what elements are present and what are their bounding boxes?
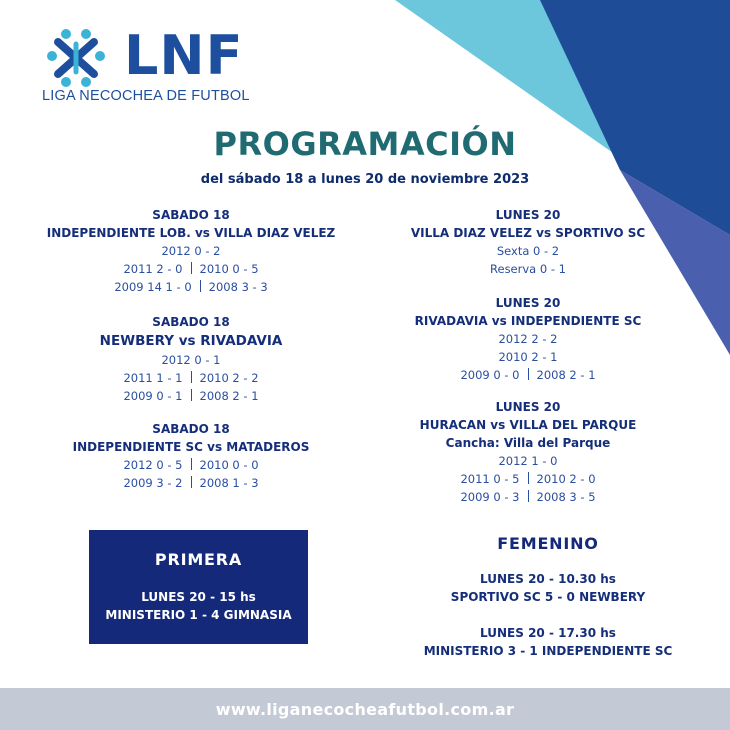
result-line [41,387,341,405]
match-day: LUNES 20 [495,296,561,310]
match-teams: VILLA DIAZ VELEZ vs SPORTIVO SC [410,226,646,240]
result-line [41,369,341,387]
result-value: 2008 1 - 3 [199,476,259,490]
result-line [378,488,678,506]
match-day: SABADO 18 [152,422,230,436]
separator [191,262,192,274]
result-line [378,330,678,348]
separator [191,458,192,470]
result-value: 2012 0 - 2 [161,244,221,258]
result-value: 2009 3 - 2 [123,476,183,490]
femenino-match-1-time: LUNES 20 - 10.30 hs [480,572,616,586]
result-value: Sexta 0 - 2 [496,244,560,258]
separator [528,368,529,380]
lnf-logo-icon [44,26,108,90]
separator [528,490,529,502]
logo-wordmark: LNF [124,24,244,87]
primera-box [89,530,308,644]
result-line [41,260,341,278]
result-value: 2011 0 - 5 [460,472,520,486]
femenino-match-2-result: MINISTERIO 3 - 1 INDEPENDIENTE SC [423,644,673,658]
result-value: 2010 2 - 0 [536,472,596,486]
match-block [41,420,341,492]
result-value: 2011 1 - 1 [123,371,183,385]
footer-bar [0,688,730,730]
match-venue: Cancha: Villa del Parque [445,436,611,450]
match-day: SABADO 18 [152,315,230,329]
result-line [41,351,341,369]
result-value: 2011 2 - 0 [123,262,183,276]
match-block [41,313,341,405]
match-block [378,294,678,384]
femenino-match-2-time: LUNES 20 - 17.30 hs [480,626,616,640]
femenino-match-1-result: SPORTIVO SC 5 - 0 NEWBERY [450,590,646,604]
page-subtitle: del sábado 18 a lunes 20 de noviembre 2023 [200,172,530,187]
result-value: 2008 3 - 5 [536,490,596,504]
result-value: 2008 2 - 1 [199,389,259,403]
match-teams: HURACAN vs VILLA DEL PARQUE [419,418,637,432]
separator [191,371,192,383]
result-line [41,474,341,492]
primera-time: LUNES 20 - 15 hs [141,590,256,604]
match-teams: INDEPENDIENTE LOB. vs VILLA DIAZ VELEZ [46,226,336,240]
primera-match: MINISTERIO 1 - 4 GIMNASIA [105,608,292,622]
result-value: 2008 2 - 1 [536,368,596,382]
result-line [378,470,678,488]
match-block [41,206,341,296]
primera-title: PRIMERA [154,550,243,569]
result-value: 2009 14 1 - 0 [114,280,192,294]
result-value: 2010 0 - 0 [199,458,259,472]
result-line [378,452,678,470]
match-teams: NEWBERY vs RIVADAVIA [99,333,283,349]
result-value: 2010 2 - 2 [199,371,259,385]
result-line [378,260,678,278]
match-teams: INDEPENDIENTE SC vs MATADEROS [72,440,310,454]
separator [200,280,201,292]
result-value: 2010 0 - 5 [199,262,259,276]
match-day: LUNES 20 [495,208,561,222]
result-value: 2009 0 - 3 [460,490,520,504]
result-line [378,242,678,260]
femenino-section [378,534,718,660]
result-value: 2009 0 - 0 [460,368,520,382]
result-value: 2010 2 - 1 [498,350,558,364]
result-line [378,348,678,366]
match-block [378,206,678,278]
match-block [378,398,678,506]
separator [191,476,192,488]
match-day: SABADO 18 [152,208,230,222]
result-value: 2009 0 - 1 [123,389,183,403]
result-value: 2012 2 - 2 [498,332,558,346]
result-line [41,278,341,296]
result-value: 2008 3 - 3 [208,280,268,294]
result-line [378,366,678,384]
result-value: 2012 0 - 1 [161,353,221,367]
page-title: PROGRAMACIÓN [213,125,517,163]
result-line [41,456,341,474]
separator [528,472,529,484]
separator [191,389,192,401]
result-value: 2012 0 - 5 [123,458,183,472]
footer-url[interactable]: www.liganecocheafutbol.com.ar [215,699,515,719]
result-value: Reserva 0 - 1 [490,262,566,276]
logo-subtitle: LIGA NECOCHEA DE FUTBOL [42,88,250,104]
league-logo [42,22,272,112]
match-day: LUNES 20 [495,400,561,414]
result-line [41,242,341,260]
result-value: 2012 1 - 0 [498,454,558,468]
match-teams: RIVADAVIA vs INDEPENDIENTE SC [414,314,642,328]
femenino-title: FEMENINO [497,534,599,553]
